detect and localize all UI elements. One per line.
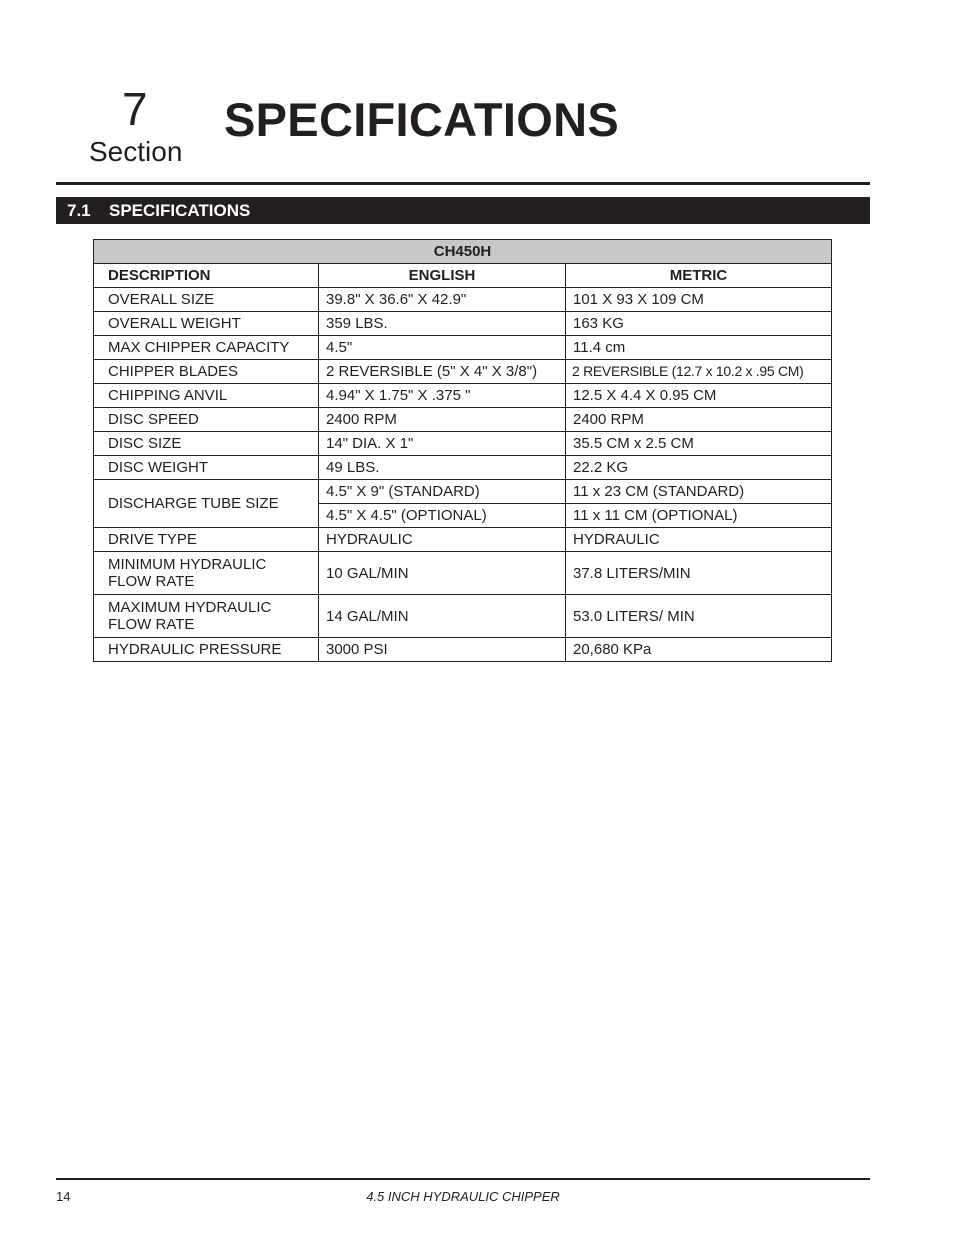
header-divider	[56, 182, 870, 185]
section-number: 7	[122, 83, 148, 135]
cell-english: 359 LBS.	[319, 312, 566, 336]
table-row	[94, 638, 832, 662]
subsection-heading	[56, 197, 870, 224]
page-title: SPECIFICATIONS	[224, 93, 620, 146]
cell-english: 10 GAL/MIN	[319, 552, 566, 595]
cell-metric: 11.4 cm	[566, 336, 832, 360]
cell-english: HYDRAULIC	[319, 528, 566, 552]
table-model-row	[94, 240, 832, 264]
column-header-english: ENGLISH	[319, 264, 566, 288]
table-row	[94, 312, 832, 336]
cell-description: HYDRAULIC PRESSURE	[94, 638, 319, 662]
cell-english: 3000 PSI	[319, 638, 566, 662]
table-row	[94, 384, 832, 408]
cell-description: DISC SPEED	[94, 408, 319, 432]
cell-metric: 53.0 LITERS/ MIN	[566, 595, 832, 638]
cell-english: 4.5" X 4.5" (OPTIONAL)	[319, 504, 566, 528]
cell-description: DISC WEIGHT	[94, 456, 319, 480]
cell-metric: 35.5 CM x 2.5 CM	[566, 432, 832, 456]
cell-description: DRIVE TYPE	[94, 528, 319, 552]
section-label: Section	[89, 136, 183, 167]
cell-metric: 163 KG	[566, 312, 832, 336]
cell-english: 4.5" X 9" (STANDARD)	[319, 480, 566, 504]
column-header-metric: METRIC	[566, 264, 832, 288]
cell-metric: 22.2 KG	[566, 456, 832, 480]
cell-description: MINIMUM HYDRAULIC FLOW RATE	[94, 552, 319, 595]
table-row	[94, 595, 832, 638]
cell-description: CHIPPER BLADES	[94, 360, 319, 384]
subsection-title: SPECIFICATIONS	[109, 201, 251, 220]
cell-description: MAX CHIPPER CAPACITY	[94, 336, 319, 360]
footer-divider	[56, 1178, 870, 1180]
table-row	[94, 288, 832, 312]
cell-metric: 11 x 11 CM (OPTIONAL)	[566, 504, 832, 528]
table-row	[94, 552, 832, 595]
table-column-headers	[94, 264, 832, 288]
table-row	[94, 528, 832, 552]
cell-english: 4.94" X 1.75" X .375 "	[319, 384, 566, 408]
cell-english: 2400 RPM	[319, 408, 566, 432]
cell-description: OVERALL SIZE	[94, 288, 319, 312]
table-row	[94, 360, 832, 384]
cell-metric: 2 REVERSIBLE (12.7 x 10.2 x .95 CM)	[566, 360, 832, 384]
table-row-discharge-standard	[94, 480, 832, 504]
cell-description: DISC SIZE	[94, 432, 319, 456]
cell-english: 2 REVERSIBLE (5" X 4" X 3/8")	[319, 360, 566, 384]
cell-metric: HYDRAULIC	[566, 528, 832, 552]
cell-english: 49 LBS.	[319, 456, 566, 480]
cell-english: 39.8" X 36.6" X 42.9"	[319, 288, 566, 312]
cell-english: 14" DIA. X 1"	[319, 432, 566, 456]
model-header: CH450H	[94, 240, 832, 264]
cell-english: 4.5"	[319, 336, 566, 360]
table-row	[94, 336, 832, 360]
cell-description: OVERALL WEIGHT	[94, 312, 319, 336]
table-row	[94, 408, 832, 432]
column-header-description: DESCRIPTION	[94, 264, 319, 288]
cell-english: 14 GAL/MIN	[319, 595, 566, 638]
cell-metric: 20,680 KPa	[566, 638, 832, 662]
footer-document-title: 4.5 INCH HYDRAULIC CHIPPER	[366, 1189, 560, 1204]
cell-description: DISCHARGE TUBE SIZE	[94, 480, 319, 528]
cell-description: MAXIMUM HYDRAULIC FLOW RATE	[94, 595, 319, 638]
table-row	[94, 432, 832, 456]
cell-metric: 37.8 LITERS/MIN	[566, 552, 832, 595]
subsection-number: 7.1	[67, 201, 91, 220]
cell-metric: 101 X 93 X 109 CM	[566, 288, 832, 312]
cell-description: CHIPPING ANVIL	[94, 384, 319, 408]
cell-metric: 2400 RPM	[566, 408, 832, 432]
specifications-table	[93, 239, 832, 662]
cell-metric: 12.5 X 4.4 X 0.95 CM	[566, 384, 832, 408]
page-number: 14	[56, 1189, 71, 1204]
table-row	[94, 456, 832, 480]
cell-metric: 11 x 23 CM (STANDARD)	[566, 480, 832, 504]
